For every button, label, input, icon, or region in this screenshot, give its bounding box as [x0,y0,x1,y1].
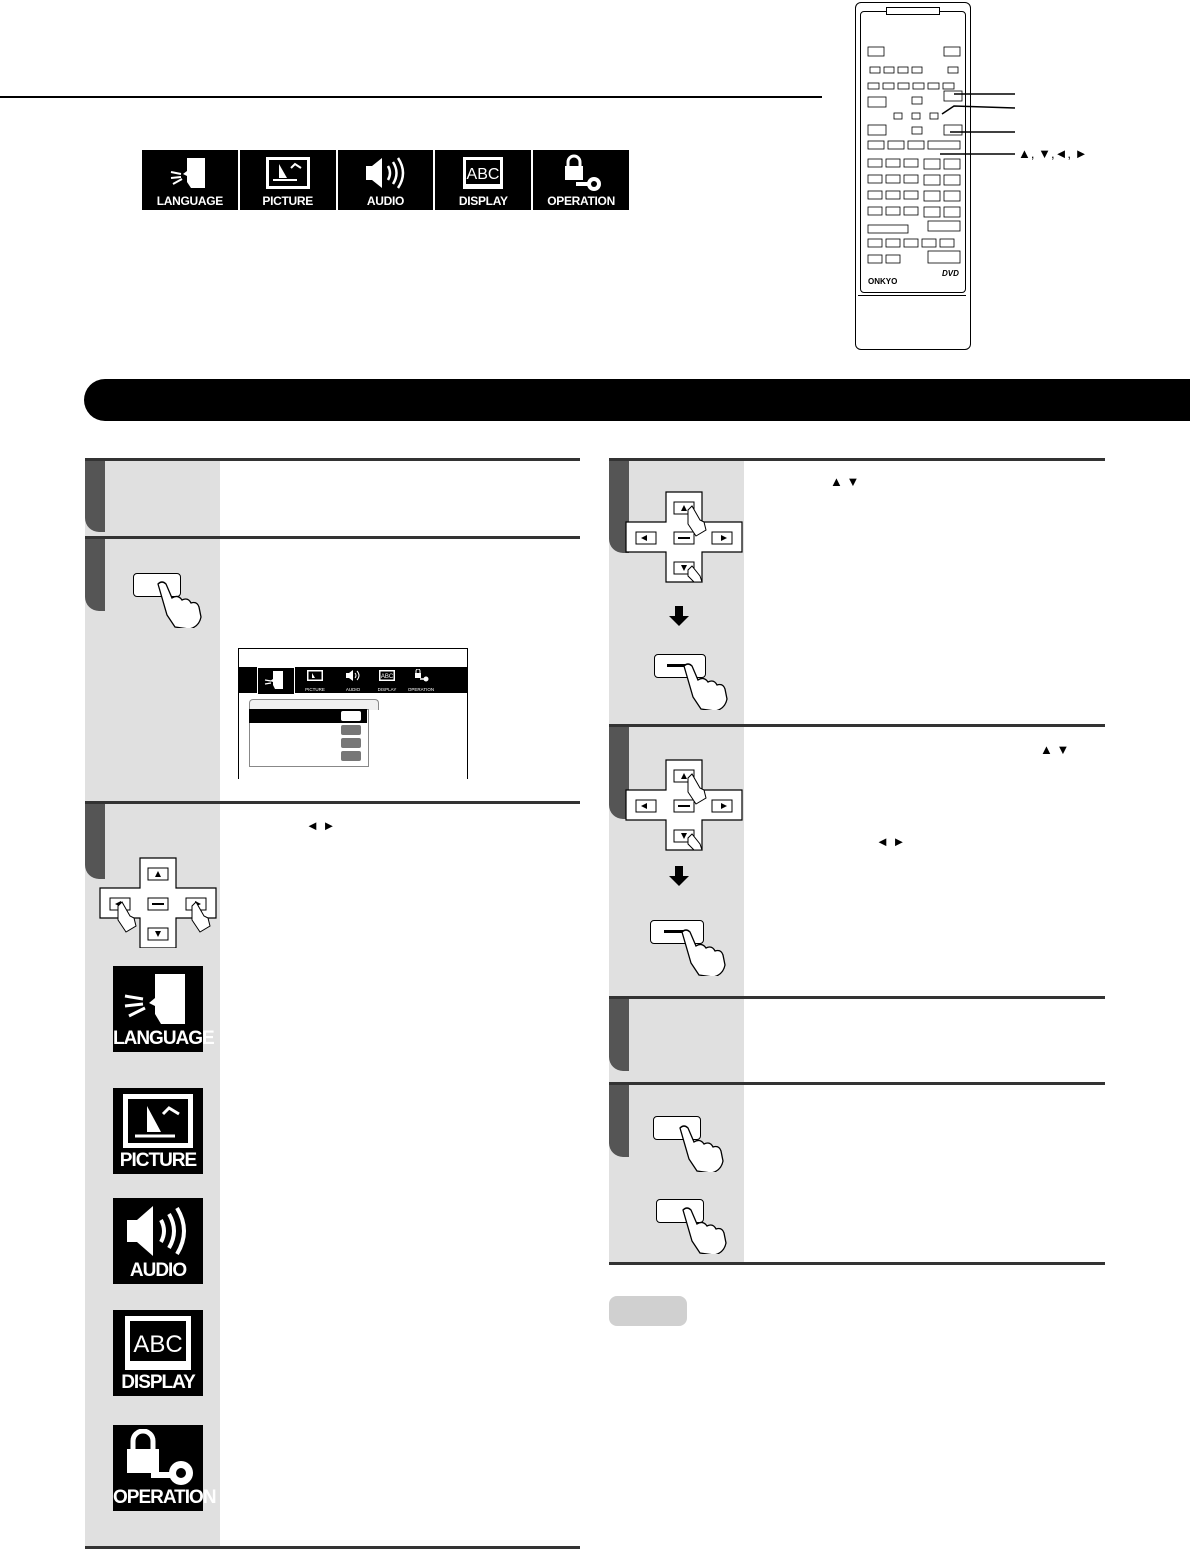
remote-dvd-logo: DVD [942,269,959,278]
remote-brand: ONKYO [868,277,898,286]
category-display [435,150,531,210]
osd-tab-audio: AUDIO [339,669,367,692]
remote-control [855,2,971,350]
picture-icon [121,1092,195,1150]
remote-callouts [940,80,1030,170]
remote-key [944,175,960,185]
remote-key [868,239,882,247]
up-down-arrows: ▲ ▼ [1040,742,1070,757]
audio-icon [123,1202,195,1260]
category-operation [533,150,629,210]
remote-key [868,141,884,149]
up-down-arrows: ▲ ▼ [830,474,860,489]
picture-icon-large: PICTURE [113,1088,203,1174]
dpad-up-down [622,490,750,584]
remote-key [868,175,882,183]
step-tab-6 [609,999,629,1071]
remote-key [944,207,960,217]
dpad-up-down [622,758,750,852]
remote-key [930,113,938,119]
step-tab-7 [609,1085,629,1157]
remote-key [922,239,936,247]
category-language [142,150,238,210]
remote-key [898,67,908,73]
language-icon [121,970,195,1030]
category-audio [338,150,434,210]
language-icon [263,670,287,690]
remote-key [904,239,918,247]
remote-key [868,207,882,215]
remote-key [886,175,900,183]
osd-tab-picture: PICTURE [301,669,329,692]
osd-tab-display: ABC DISPLAY [373,669,401,692]
left-right-arrows: ◄ ► [306,818,336,833]
operation-icon [556,154,606,194]
display-icon [458,154,508,194]
remote-key [912,127,922,134]
pressing-finger-icon [680,662,736,710]
remote-key [912,113,920,119]
osd-menu-screen [238,648,468,779]
category-label: AUDIO [366,194,405,208]
remote-key [886,239,900,247]
svg-text:ABC: ABC [466,166,500,183]
picture-icon [263,154,313,194]
pressing-finger-icon [678,928,734,976]
svg-text:ABC: ABC [133,1331,183,1358]
category-label: LANGUAGE [156,194,224,208]
remote-key [883,83,894,89]
remote-key [898,83,909,89]
remote-key [940,239,954,247]
remote-key [924,191,940,201]
remote-key [868,159,882,167]
note-badge [609,1296,687,1326]
remote-key [924,159,940,169]
pressing-finger-icon [676,1124,732,1172]
remote-key [894,113,902,119]
remote-arrow-label: ▲, ▼,◄, ► [1018,146,1088,161]
remote-key [904,191,918,199]
picture-icon [306,669,324,682]
down-arrow-icon [668,866,690,886]
operation-icon [412,669,430,682]
pressing-finger-icon [679,1206,735,1254]
audio-icon [344,669,362,682]
remote-key [912,97,922,104]
remote-key [888,141,904,149]
remote-key [924,175,940,185]
setup-category-bar [142,150,629,210]
remote-key [868,191,882,199]
step-tab-1 [85,461,105,532]
category-picture [240,150,336,210]
language-icon [165,154,215,194]
operation-icon-large: OPERATION [113,1425,203,1511]
remote-key [904,207,918,215]
operation-icon [121,1429,195,1487]
remote-key [904,159,918,167]
remote-key [886,191,900,199]
remote-key [886,207,900,215]
remote-key [868,47,884,56]
display-icon-large: ABC DISPLAY [113,1310,203,1396]
remote-key [904,175,918,183]
svg-text:ABC: ABC [380,674,394,680]
category-label: PICTURE [262,194,313,208]
remote-key [928,83,939,89]
step-tab-2 [85,539,105,611]
remote-key [912,67,922,73]
down-arrow-icon [668,606,690,626]
remote-key [884,67,894,73]
remote-key [928,251,960,263]
pressing-finger-icon [154,580,210,628]
header-rule [0,96,822,98]
category-label: DISPLAY [458,194,508,208]
dpad-left-right [96,856,224,948]
remote-key [868,225,908,233]
remote-key [928,221,960,231]
audio-icon [360,154,410,194]
remote-key [868,83,879,89]
remote-key [948,67,958,73]
remote-key [870,67,880,73]
remote-key [868,255,882,263]
display-icon [378,669,396,682]
remote-key [886,255,900,263]
display-icon [121,1314,195,1372]
remote-key [868,97,886,107]
section-title-bar [84,379,1190,421]
language-icon-large: LANGUAGE [113,966,203,1052]
remote-key [924,207,940,217]
category-label: OPERATION [547,194,615,208]
remote-key [944,191,960,201]
remote-key [886,159,900,167]
remote-key [868,125,886,135]
osd-tab-operation: OPERATION [405,669,437,692]
audio-icon-large: AUDIO [113,1198,203,1284]
left-right-arrows: ◄ ► [876,834,906,849]
remote-key [908,141,924,149]
remote-key [913,83,924,89]
remote-key [944,47,960,56]
